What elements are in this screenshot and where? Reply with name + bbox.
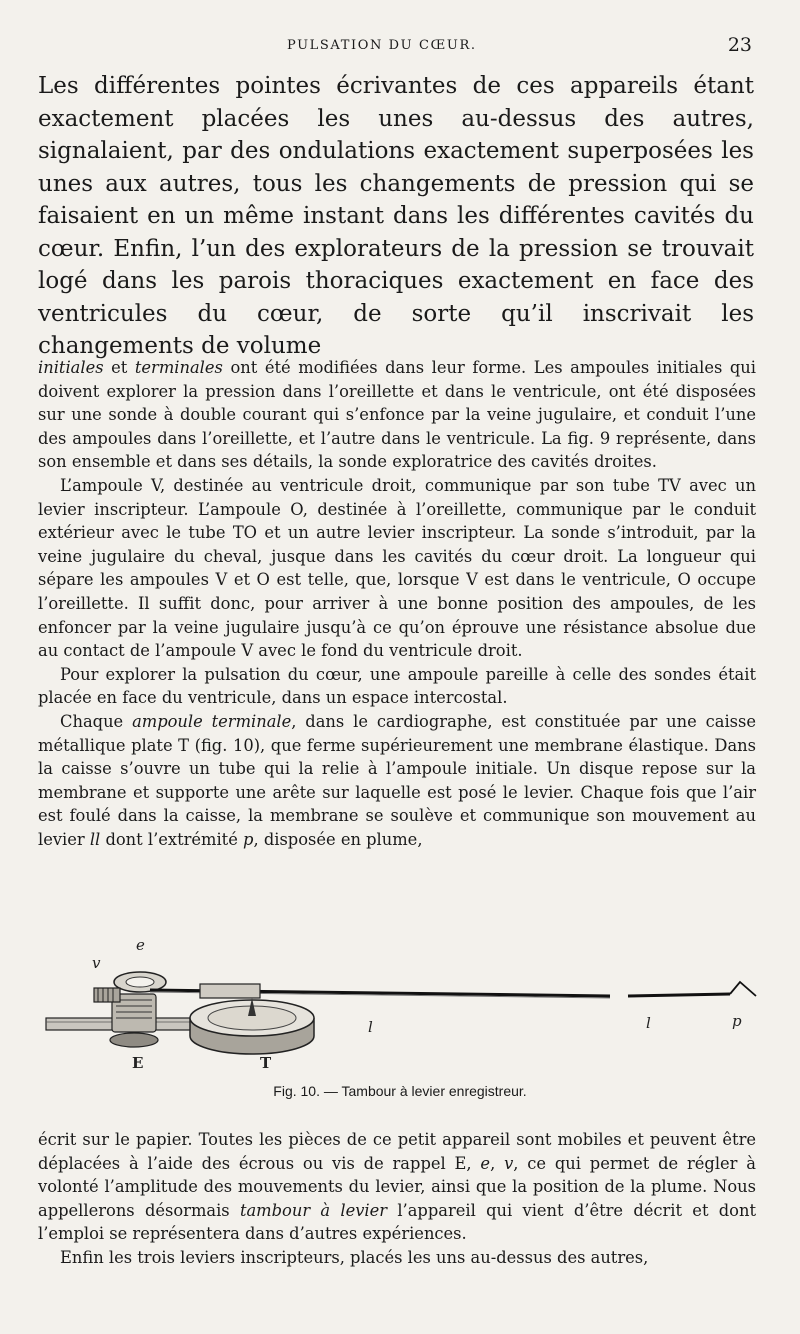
italic-term: initiales xyxy=(38,358,104,377)
thumb-screw-v xyxy=(94,988,120,1002)
note-paragraph-2: L’ampoule V, destinée au ventricule droit, communique par son tube TV avec un levier inscripteur. L’ampoule O, destinée à l’oreillette, communique par le conduit extérieur avec le tube TO et un autre levier inscripteur. La sonde s’introduit, par la veine jugulaire du cheval, jusque dans les cavités du cœur droit. La longueur qui sépare les ampoules V et O est telle, que, lorsque V est dans le ventricule, O occupe l’oreillette. Il suffit donc, pour arriver à une bonne position des ampoules, de les enfoncer par la veine jugulaire jusqu’à ce qu’on éprouve une résistance absolue due au contact de l’ampoule V avec le fond du ventricule droit. xyxy=(38,475,756,661)
tambour-T xyxy=(190,998,314,1054)
note-paragraph-1 xyxy=(38,356,756,474)
label-l-first: l xyxy=(368,1018,373,1036)
label-T: T xyxy=(260,1054,272,1072)
italic-term: v xyxy=(504,1153,514,1173)
text-run: , ce qui permet de régler à volonté l’amplitude des mouvements du levier, ainsi que la position de la plume. Nous appellerons désormais xyxy=(38,1153,756,1220)
continuation-paragraph-2: Enfin les trois leviers inscripteurs, placés les uns au-dessus des autres, xyxy=(60,1247,649,1267)
text-run: dont l’extrémité xyxy=(100,829,244,849)
label-E: E xyxy=(132,1054,144,1072)
figure-caption: Fig. 10. — Tambour à levier enregistreur. xyxy=(273,1083,527,1099)
text-run: écrit sur le papier. Toutes les pièces de ce petit appareil sont mobiles et peuvent être déplacées à l’aide des écrous ou vis de rappel E, xyxy=(38,1130,756,1173)
pen-tip-p xyxy=(730,982,756,996)
figure-10-illustration xyxy=(40,932,770,1077)
running-head xyxy=(0,34,800,58)
text-run: et xyxy=(103,358,135,377)
running-title: PULSATION DU CŒUR. xyxy=(287,38,477,53)
text-run: ont été modifiées dans leur forme. Les ampoules initiales qui doivent explorer la pression dans l’oreillette et dans le ventricule, ont été disposées sur une sonde à double courant qui s’enfonce par la veine jugulaire, et conduit l’une des ampoules dans l’oreillette, et l’autre dans le ventricule. La fig. 9 représente, dans son ensemble et dans ses détails, la sonde exploratrice des cavités droites. xyxy=(38,358,756,472)
text-run: , dans le cardiographe, est constituée par une caisse métallique plate T (fig. 10), que ferme supérieurement une membrane élastique. Dans la caisse s’ouvre un tube qui la relie à l’ampoule initiale. Un disque repose sur la membrane et supporte une arête sur laquelle est posé le levier. Chaque fois que l’air est foulé dans la caisse, la membrane se soulève et communique son mouvement au levier xyxy=(38,711,757,849)
italic-term: ampoule terminale xyxy=(132,711,292,731)
text-run: Chaque xyxy=(60,711,133,731)
continuation-paragraph-1 xyxy=(38,1128,756,1246)
text-run: , disposée en plume, xyxy=(253,829,423,849)
page-number: 23 xyxy=(727,34,752,56)
italic-term: terminales xyxy=(134,358,223,377)
label-v: v xyxy=(92,954,101,972)
label-l-second: l xyxy=(646,1014,651,1032)
label-e: e xyxy=(136,936,145,954)
italic-term: e xyxy=(480,1153,491,1173)
note-paragraph-3: Pour explorer la pulsation du cœur, une ampoule pareille à celle des sondes était placée en face du ventricule, dans un espace intercostal. xyxy=(38,664,756,708)
italic-term: tambour à levier xyxy=(239,1200,388,1220)
lever-ll xyxy=(150,984,730,998)
italic-term: p xyxy=(243,829,254,849)
main-paragraph-block xyxy=(38,70,754,363)
main-paragraph: Les différentes pointes écrivantes de ces appareils étant exactement placées les unes au-dessus des autres, signalaient, par des ondulations exactement superposées les unes aux autres, tous les changements de pression qui se faisaient en un même instant dans les différentes cavités du cœur. Enfin, l’un des explorateurs de la pression se trouvait logé dans les parois thoraciques exactement en face des ventricules du cœur, de sorte qu’il inscrivait les changements de volume xyxy=(38,73,754,359)
text-run: , xyxy=(490,1153,505,1173)
note-paragraph-4 xyxy=(38,710,756,852)
lever-drum-drawing xyxy=(40,932,770,1077)
continuation-text-block xyxy=(38,1128,756,1270)
label-p: p xyxy=(732,1012,742,1030)
italic-term: ll xyxy=(89,829,101,849)
text-run: l’appareil qui vient d’être décrit et dont l’emploi se représentera dans d’autres expériences. xyxy=(38,1200,757,1244)
note-text-block xyxy=(38,356,756,851)
